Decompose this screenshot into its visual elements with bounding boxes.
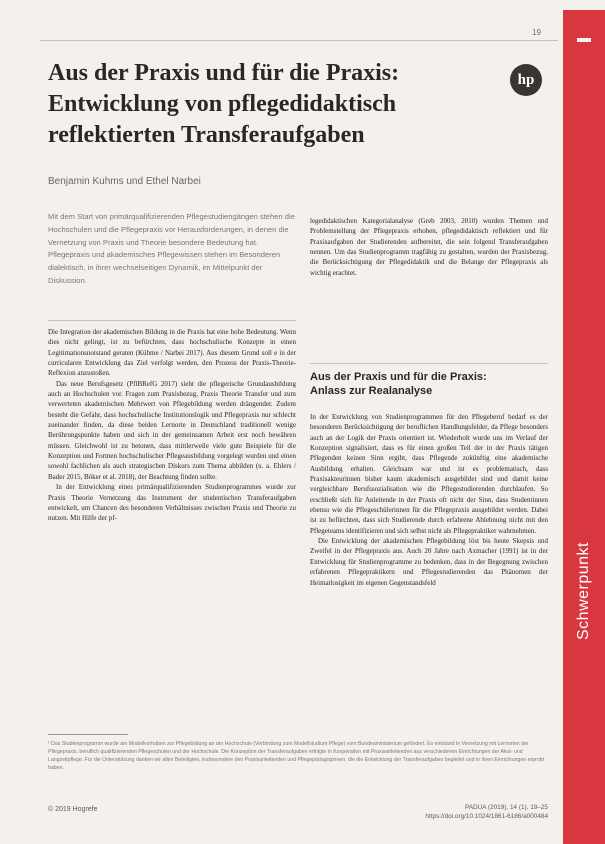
body-paragraph: Das neue Berufsgesetz (PflBRefG 2017) sieht die pflegerische Grundausbildung auch an Hochschulen vor. Fragen zum Praxisbezug, Praxis Theorie Transfer und zum verwerteten akademischen Mehrwert von Pflegebildung werden drängender. Zudem besteht die Gefahr, dass hochschulische Institutionslogik und Pflegepraxis nur schlecht zueinander finden, da diese beiden Lernorte in Deutschland traditionell wenige Berührungspunkte haben und sich in der gemeinsamen Arbeit erst noch bewähren müssen. Gleichwohl ist zu betonen, dass mittlerweile viele gute Beispiele für die Konzeption und Formen hochschulischer Pflegeausbildung vorgelegt wurden und einen sowohl fachlichen als auch strategischen Diskurs zum Thema abbilden (u. a. Ehlers / Bader 2015, Böker et al. 2018), der Beachtung finden sollte. (48, 379, 296, 481)
section-label: Schwerpunkt (575, 542, 592, 640)
side-tab-marker (577, 38, 591, 42)
footnote-divider (48, 734, 128, 735)
journal-doi: https://doi.org/10.1024/1861-6186/a000484 (425, 813, 548, 820)
section-heading-line: Anlass zur Realanalyse (310, 385, 433, 397)
abstract: Mit dem Start von primärqualifizierenden Pflegestudiengängen stehen die Hochschulen und die Pflegepraxis vor Herausforderungen, in denen die Vernetzung von Praxis und Theorie besondere Bedeutung hat. Pflegepraxis und akademisches Pflegewissen stehen im Besonderen dialektisch, in ihrer wechselseitigen Dynamik, im Mittelpunkt der Diskussion. (48, 212, 295, 285)
footnote: ¹ Das Studienprogramm wurde am Modellvorhaben zur Pflegebildung an der Hochschule (Verbindung zum Modellstudium Pflege) vom Bundesministerium gefördert. Es entstand in Vernetzung mit Lernorten der Pflegepraxis, beruflich qualifizierenden Pflegeschulen und der Hochschule. Die Konzeption der Transferaufgaben erfolgte in Kooperation mit Praxisanleitenden aus verschiedenen Einrichtungen der Akut- und Langzeitpflege. Für die Unterstützung danken wir allen Beteiligten, insbesondere den Praxisanleitenden und Pflegepädagoginnen, die die Entwicklung der Transferaufgaben begleitet und in ihren Einrichtungen erprobt haben. (48, 741, 545, 771)
title-line: Aus der Praxis und für die Praxis: (48, 60, 400, 86)
page-number: 19 (532, 28, 541, 37)
body-right-column-bottom (310, 412, 548, 588)
journal-citation: PADUA (2019), 14 (1), 19–25 (464, 804, 548, 811)
authors: Benjamin Kuhms und Ethel Narbei (48, 176, 201, 187)
body-paragraph: Die Integration der akademischen Bildung in die Praxis hat eine hohe Bedeutung. Wenn dies nicht gelingt, ist zu befürchten, dass hochschulische Konzepte in einen Legitimationsnotstand geraten (Kühme / Narbei 2017). Aus diesem Grund soll e in der curricularen Entwicklung das Ziel verfolgt werden, den Prozess der Praxis-Theorie-Reflexion anzustoßen. (48, 328, 296, 378)
section-heading (310, 370, 550, 398)
title-line: reflektierten Transferaufgaben (48, 122, 365, 148)
body-paragraph: In der Entwicklung von Studienprogrammen für den Pflegeberuf bedarf es der besonderen Berücksichtigung der beruflichen Handlungsfelder, da Pflege besonders auch an der Logik der Praxis orientiert ist. Wiederholt wurde uns im Verlauf der Konzeption signalisiert, dass es für einen großen Teil der in der Praxis tätigen Pflegenden keinen Sinn ergibt, dass Pflegende zukünftig eine akademische Ausbildung erhalten. Gleichsam war und ist es problematisch, dass Praxisakteurinnen bisher kaum akademisch ausgebildet sind und damit keine vergleichbare Berufssozialisation wie die Pflegestudierenden durchlaufen. So erschließt sich für Anleitende in der Praxis oft nicht der Sinn, dass Studentinnen ebenso wie die Pflegeschülerinnen für die Pflegepraxis ausgebildet werden. Dabei ist zu befürchten, dass sich Studierende durch erfahrene Ablehnung nicht mit den Pflegeteams identifizieren und sich selbst nicht als Pflegepraktiker wahrnehmen. (310, 413, 548, 535)
body-paragraph: In der Entwicklung eines primärqualifizierenden Studienprogrammes wurde zur Praxis Theorie Vernetzung das Instrument der studentischen Transferaufgaben entwickelt, um Chancen des besonderen Verhältnisses zwischen Praxis und Theorie zu nutzen. Mit Hilfe der pf- (48, 483, 296, 523)
section-divider (310, 363, 548, 364)
publisher-logo-icon: hp (510, 64, 542, 96)
body-paragraph: Die Entwicklung der akademischen Pflegebildung löst bis heute Skepsis und Zweifel in der Pflegepraxis aus. Auch 20 Jahre nach Axmacher (1991) ist in der Entwicklung für Studienprogramme zu bedenken, dass in der Begegnung zwischen erfahrenen Pflegepraktikern und Pflegestudierenden das Phänomen der Heimatlosigkeit im eigenen Gegenstandsfeld (310, 537, 548, 587)
journal-reference (400, 803, 548, 821)
body-paragraph: legedidaktischen Kategorialanalyse (Greb 2003, 2010) wurden Themen und Problemstellung der Pflegepraxis erhoben, pflegedidaktisch reflektiert und für Praxisaufgaben der Studierenden aufbereitet, die sein folgend Transferaufgaben nennen. Um das Studienprogramm tragfähig zu gestalten, wurden der Praxisbezug, die Berücksichtigung der Pflegedidaktik und die Belange der Pflegepraxis als wichtig erachtet. (310, 217, 548, 277)
section-heading-line: Aus der Praxis und für die Praxis: (310, 371, 487, 383)
title-line: Entwicklung von pflegedidaktisch (48, 91, 397, 117)
header-rule (40, 40, 558, 41)
article-title (48, 58, 518, 151)
copyright: © 2019 Hogrefe (48, 806, 98, 813)
body-left-column (48, 327, 296, 524)
abstract-divider (48, 320, 296, 321)
section-side-tab (563, 10, 605, 844)
body-right-column-top (310, 216, 548, 278)
